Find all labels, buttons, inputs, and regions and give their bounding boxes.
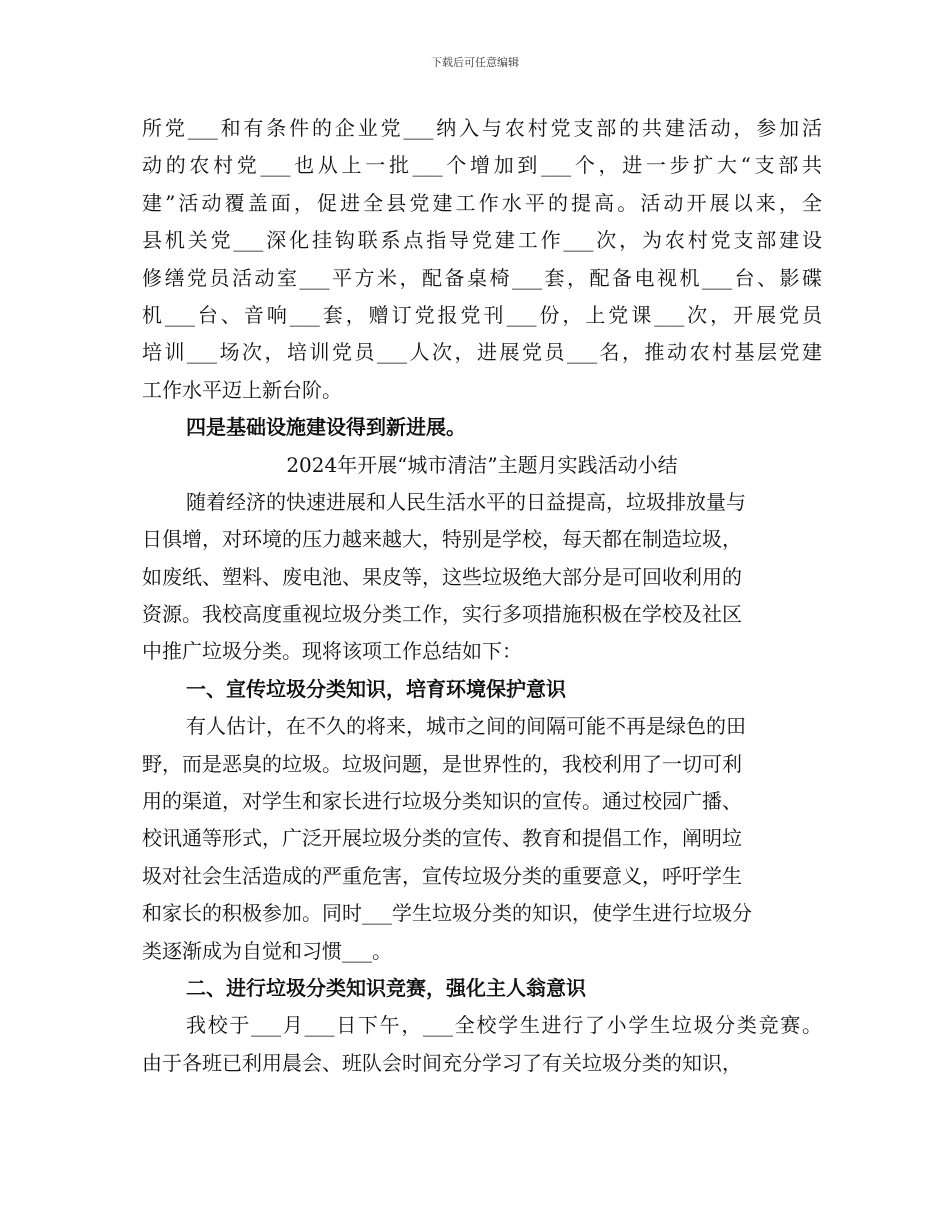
document-title: 2024年开展“城市清洁”主题月实践活动小结 [286, 452, 678, 477]
section-heading: 二、进行垃圾分类知识竞赛，强化主人翁意识 [186, 975, 586, 1000]
text-line: 用的渠道，对学生和家长进行垃圾分类知识的宣传。通过校园广播、 [142, 789, 742, 814]
text-line: 机___台、音响___套，赠订党报党刊___份，上党课___次，开展党员 [142, 302, 822, 327]
text-line: 类逐渐成为自觉和习惯___。 [142, 938, 392, 963]
text-line: 资源。我校高度重视垃圾分类工作，实行多项措施积极在学校及社区 [142, 602, 742, 627]
text-line: 有人估计，在不久的将来，城市之间的间隔可能不再是绿色的田 [186, 714, 746, 739]
text-line: 建”活动覆盖面，促进全县党建工作水平的提高。活动开展以来，全 [142, 190, 822, 215]
text-line: 工作水平迈上新台阶。 [142, 377, 342, 402]
text-line: 圾对社会生活造成的严重危害，宣传垃圾分类的重要意义，呼吁学生 [142, 863, 742, 888]
text-line: 我校于___月___日下午，___全校学生进行了小学生垃圾分类竞赛。 [186, 1013, 822, 1038]
text-line: 培训___场次，培训党员___人次，进展党员___名，推动农村基层党建 [142, 340, 822, 365]
section-heading: 一、宣传垃圾分类知识，培育环境保护意识 [186, 676, 566, 701]
text-line: 校讯通等形式，广泛开展垃圾分类的宣传、教育和提倡工作，阐明垃 [142, 826, 742, 851]
text-line: 日俱增，对环境的压力越来越大，特别是学校，每天都在制造垃圾， [142, 527, 742, 552]
section-heading: 四是基础设施建设得到新进展。 [186, 415, 466, 440]
text-line: 如废纸、塑料、废电池、果皮等，这些垃圾绝大部分是可回收利用的 [142, 564, 742, 589]
text-line: 和家长的积极参加。同时___学生垃圾分类的知识，使学生进行垃圾分 [142, 901, 752, 926]
text-line: 县机关党___深化挂钩联系点指导党建工作___次，为农村党支部建设 [142, 228, 822, 253]
text-line: 所党___和有条件的企业党___纳入与农村党支部的共建活动，参加活 [142, 116, 822, 140]
text-line: 中推广垃圾分类。现将该项工作总结如下： [142, 639, 522, 664]
text-line: 动的农村党___也从上一批___个增加到___个，进一步扩大“支部共 [142, 153, 822, 178]
text-line: 由于各班已利用晨会、班队会时间充分学习了有关垃圾分类的知识， [142, 1050, 742, 1075]
document-body [142, 110, 822, 1082]
text-line: 修缮党员活动室___平方米，配备桌椅___套，配备电视机___台、影碟 [142, 265, 822, 290]
text-line: 随着经济的快速进展和人民生活水平的日益提高，垃圾排放量与 [186, 489, 746, 514]
text-line: 野，而是恶臭的垃圾。垃圾问题，是世界性的，我校利用了一切可利 [142, 751, 742, 776]
page-header: 下载后可任意编辑 [431, 56, 519, 69]
